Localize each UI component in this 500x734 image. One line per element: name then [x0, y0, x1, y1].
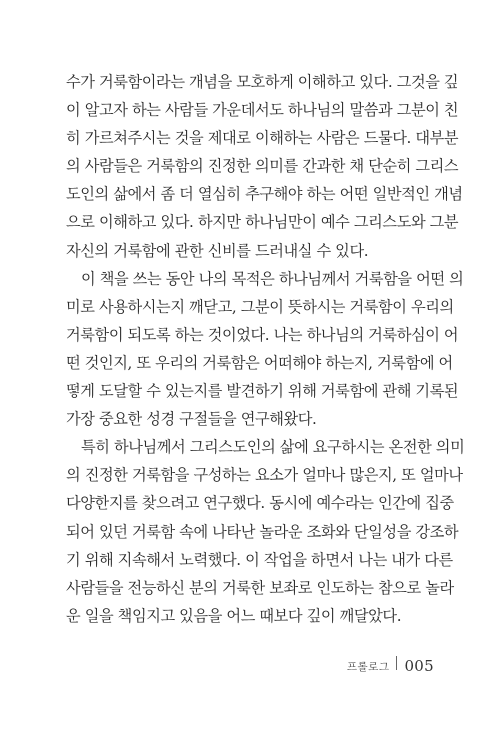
text-line: 운 일을 책임지고 있음을 어느 때보다 깊이 깨달았다. — [66, 606, 402, 625]
text-line: 수가 거룩함이라는 개념을 모호하게 이해하고 있다. 그것을 깊 — [66, 73, 459, 91]
text-line: 히 가르쳐주시는 것을 제대로 이해하는 사람은 드물다. 대부분 — [66, 129, 459, 148]
text-line: 이 책을 쓰는 동안 나의 목적은 하나님께서 거룩함을 어떤 의 — [81, 269, 464, 288]
text-line: 도인의 삶에서 좀 더 열심히 추구해야 하는 어떤 일반적인 개념 — [66, 185, 463, 204]
text-line: 가장 중요한 성경 구절들을 연구해왔다. — [66, 410, 317, 429]
text-line: 미로 사용하시는지 깨닫고, 그분이 뜻하시는 거룩함이 우리의 — [66, 297, 454, 316]
text-line: 다양한지를 찾으려고 연구했다. 동시에 예수라는 인간에 집중 — [66, 494, 454, 513]
text-line: 기 위해 지속해서 노력했다. 이 작업을 하면서 나는 내가 다른 — [66, 550, 453, 569]
text-line: 사람들을 전능하신 분의 거룩한 보좌로 인도하는 참으로 놀라 — [66, 578, 454, 597]
text-line: 자신의 거룩함에 관한 신비를 드러내실 수 있다. — [66, 241, 369, 260]
body-text — [66, 68, 465, 630]
paragraph — [66, 433, 465, 630]
paragraph — [66, 68, 463, 265]
text-line: 떤 것인지, 또 우리의 거룩함은 어떠해야 하는지, 거룩함에 어 — [66, 353, 453, 372]
text-line: 의 진정한 거룩함을 구성하는 요소가 얼마나 많은지, 또 얼마나 — [66, 466, 463, 485]
footer-separator — [396, 656, 397, 670]
paragraph — [66, 265, 464, 434]
text-line: 특히 하나님께서 그리스도인의 삶에 요구하시는 온전한 의미 — [81, 438, 465, 457]
text-line: 의 사람들은 거룩함의 진정한 의미를 간과한 채 단순히 그리스 — [66, 157, 459, 176]
page-number: 005 — [404, 657, 434, 675]
page-footer — [347, 654, 434, 678]
text-line: 되어 있던 거룩함 속에 나타난 놀라운 조화와 단일성을 강조하 — [66, 522, 459, 541]
running-head: 프롤로그 — [346, 660, 390, 673]
text-line: 으로 이해하고 있다. 하지만 하나님만이 예수 그리스도와 그분 — [66, 213, 459, 232]
text-line: 거룩함이 되도록 하는 것이었다. 나는 하나님의 거룩하심이 어 — [66, 325, 459, 344]
text-line: 이 알고자 하는 사람들 가운데서도 하나님의 말씀과 그분이 친 — [66, 101, 459, 120]
text-line: 떻게 도달할 수 있는지를 발견하기 위해 거룩함에 관해 기록된 — [66, 382, 459, 401]
